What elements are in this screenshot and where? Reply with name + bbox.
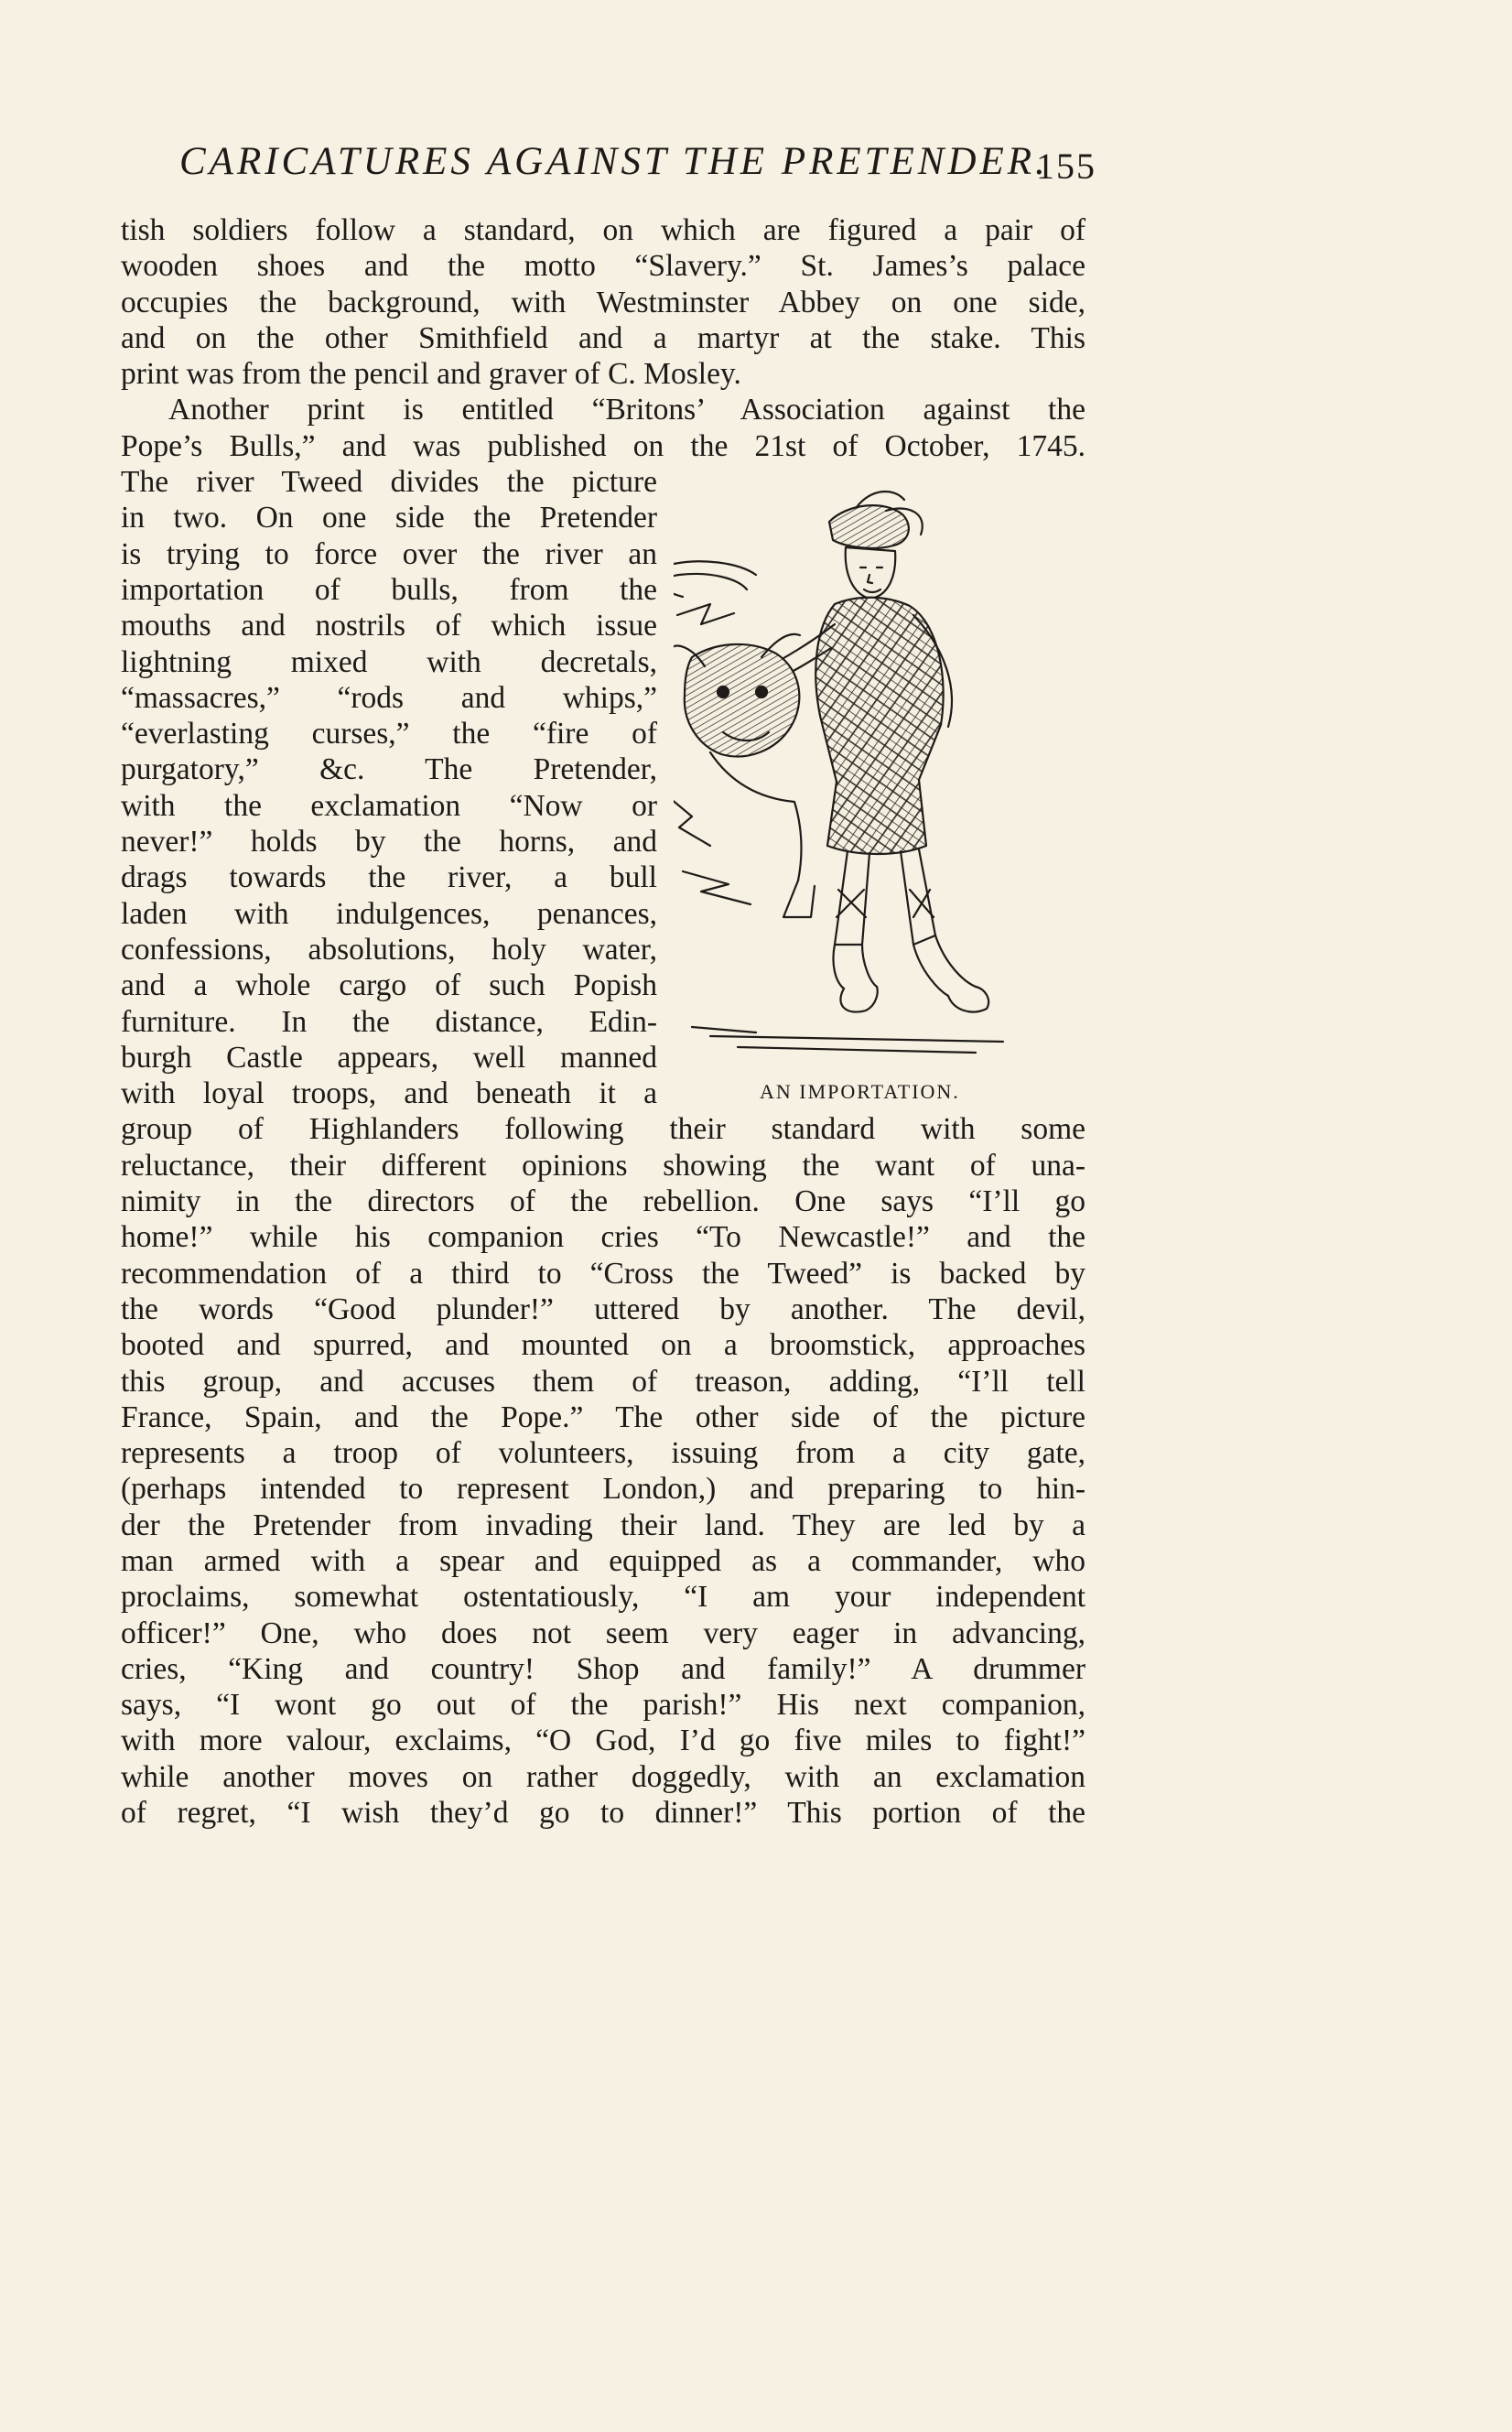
text-line: while another moves on rather doggedly, with an exclamation xyxy=(121,1759,1085,1794)
text-line: reluctance, their different opinions showing the want of una- xyxy=(121,1148,1085,1183)
text-line: Another print is entitled “Britons’ Association against the xyxy=(168,393,1085,427)
text-line: with the exclamation “Now or xyxy=(121,788,657,823)
text-line: burgh Castle appears, well manned xyxy=(121,1040,657,1075)
text-line: importation of bulls, from the xyxy=(121,572,657,607)
text-line: officer!” One, who does not seem very eager in advancing, xyxy=(121,1616,1085,1650)
text-line: group of Highlanders following their standard with some xyxy=(121,1112,1085,1147)
text-line: booted and spurred, and mounted on a broomstick, approaches xyxy=(121,1328,1085,1363)
text-line: confessions, absolutions, holy water, xyxy=(121,932,657,967)
running-title: CARICATURES AGAINST THE PRETENDER. xyxy=(179,140,1049,183)
text-line: purgatory,” &c. The Pretender, xyxy=(121,752,657,787)
engraving-illustration xyxy=(674,487,1095,1073)
text-line: wooden shoes and the motto “Slavery.” St. James’s palace xyxy=(121,249,1085,284)
text-line: is trying to force over the river an xyxy=(121,536,657,571)
text-line: man armed with a spear and equipped as a commander, who xyxy=(121,1543,1085,1578)
text-line: proclaims, somewhat ostentatiously, “I am your independent xyxy=(121,1580,1085,1615)
text-line: France, Spain, and the Pope.” The other side of the picture xyxy=(121,1400,1085,1434)
text-line: furniture. In the distance, Edin- xyxy=(121,1004,657,1039)
text-line: drags towards the river, a bull xyxy=(121,860,657,895)
page-header xyxy=(179,139,1096,194)
text-line: this group, and accuses them of treason, adding, “I’ll tell xyxy=(121,1364,1085,1399)
text-line: laden with indulgences, penances, xyxy=(121,896,657,931)
text-line: says, “I wont go out of the parish!” His next companion, xyxy=(121,1688,1085,1723)
text-line: mouths and nostrils of which issue xyxy=(121,609,657,643)
text-line: home!” while his companion cries “To Newcastle!” and the xyxy=(121,1220,1085,1255)
text-line: (perhaps intended to represent London,) and preparing to hin- xyxy=(121,1472,1085,1507)
text-line: nimity in the directors of the rebellion. One says “I’ll go xyxy=(121,1184,1085,1219)
text-line: occupies the background, with Westminster Abbey on one side, xyxy=(121,285,1085,319)
text-line: Pope’s Bulls,” and was published on the 21st of October, 1745. xyxy=(121,428,1085,463)
pretender-with-bull-engraving xyxy=(674,487,1095,1073)
text-line: the words “Good plunder!” uttered by another. The devil, xyxy=(121,1292,1085,1326)
text-line: tish soldiers follow a standard, on which are figured a pair of xyxy=(121,213,1085,247)
text-line: represents a troop of volunteers, issuing from a city gate, xyxy=(121,1436,1085,1471)
text-line: and on the other Smithfield and a martyr at the stake. This xyxy=(121,320,1085,355)
text-line: recommendation of a third to “Cross the Tweed” is backed by xyxy=(121,1256,1085,1291)
text-line: lightning mixed with decretals, xyxy=(121,644,657,679)
page-number: 155 xyxy=(1036,146,1096,187)
text-line: and a whole cargo of such Popish xyxy=(121,968,657,1003)
text-line: print was from the pencil and graver of C. Mosley. xyxy=(121,357,741,392)
text-line: never!” holds by the horns, and xyxy=(121,825,657,859)
text-line: with loyal troops, and beneath it a xyxy=(121,1076,657,1111)
text-line: in two. On one side the Pretender xyxy=(121,501,657,535)
text-line: “massacres,” “rods and whips,” xyxy=(121,680,657,715)
text-line: der the Pretender from invading their land. They are led by a xyxy=(121,1508,1085,1542)
text-line: cries, “King and country! Shop and family!” A drummer xyxy=(121,1651,1085,1686)
text-line: “everlasting curses,” the “fire of xyxy=(121,717,657,751)
text-line: of regret, “I wish they’d go to dinner!” This portion of the xyxy=(121,1796,1085,1831)
text-line: with more valour, exclaims, “O God, I’d go five miles to fight!” xyxy=(121,1724,1085,1758)
text-line: The river Tweed divides the picture xyxy=(121,465,657,500)
figure-caption: AN IMPORTATION. xyxy=(760,1080,960,1103)
